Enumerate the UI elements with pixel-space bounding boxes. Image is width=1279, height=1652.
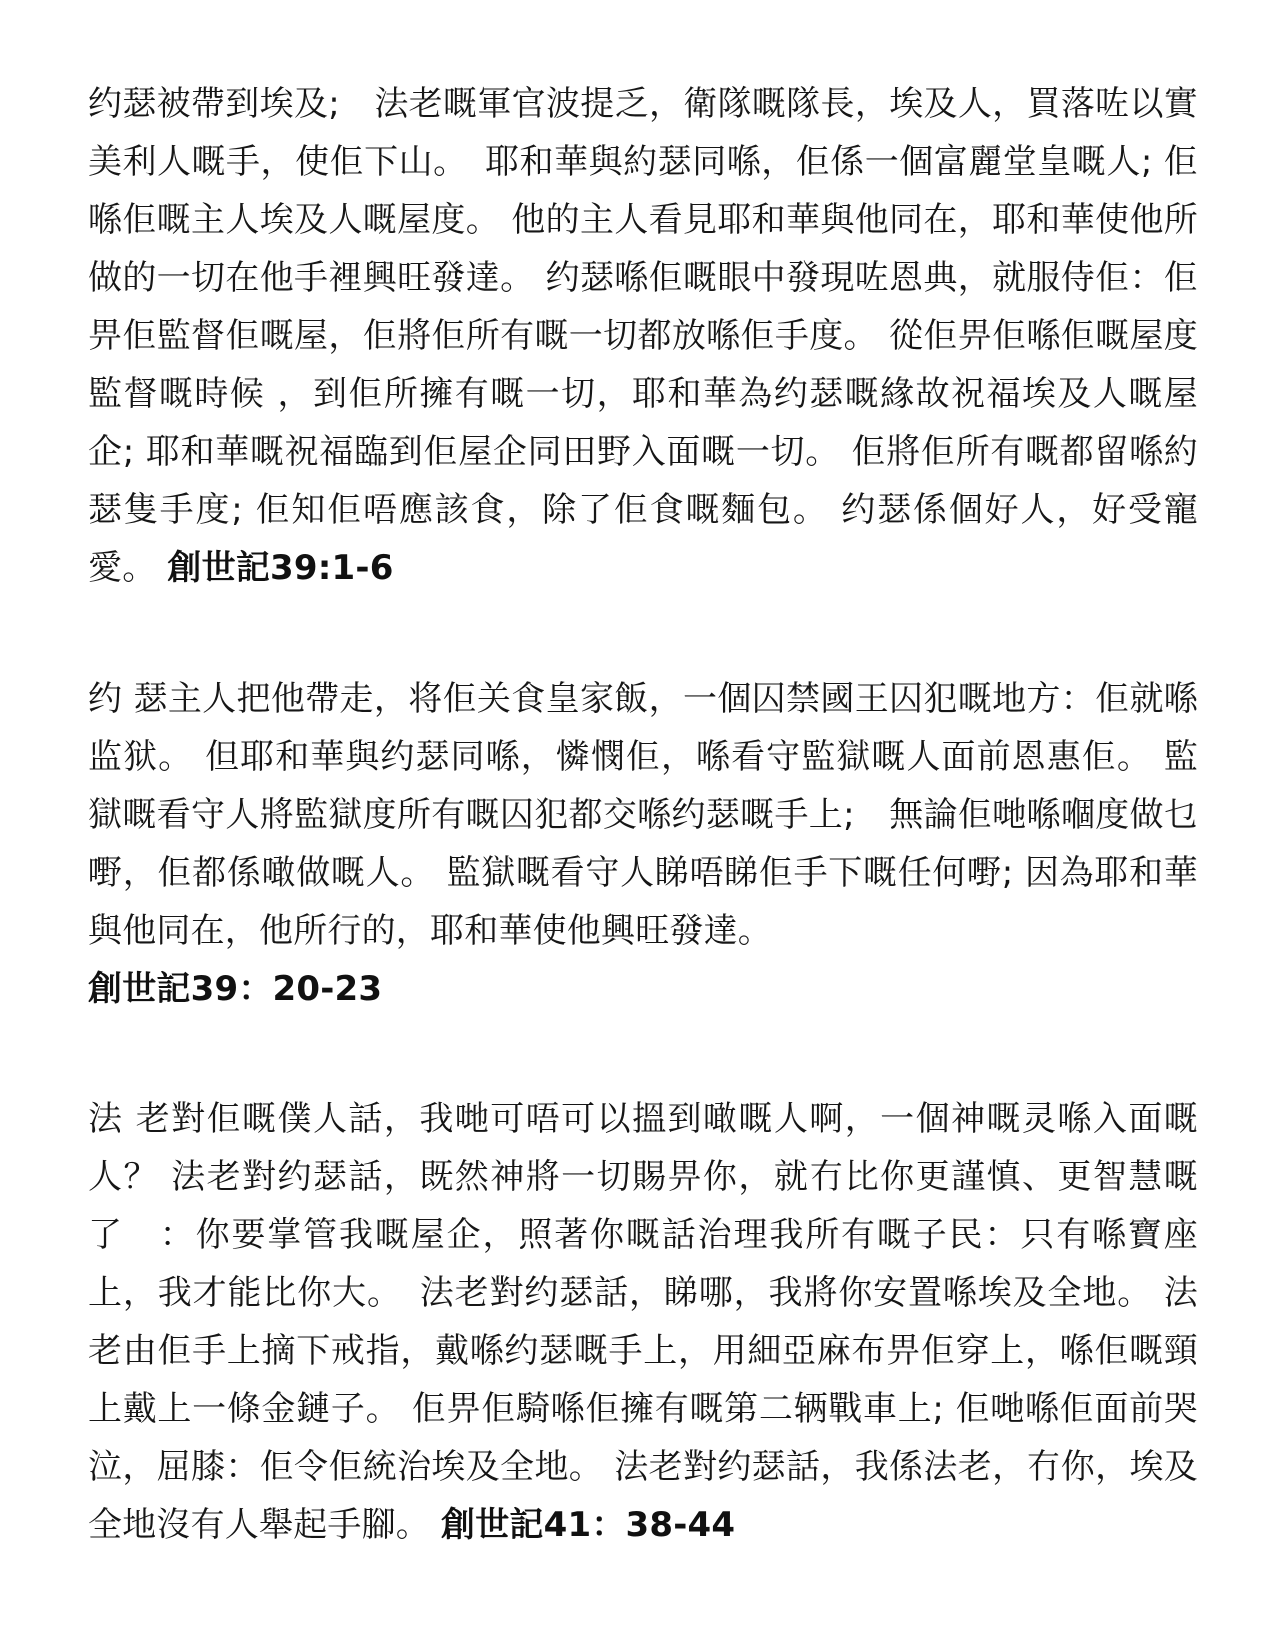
- paragraph-text: 法 老對佢嘅僕人話，我哋可唔可以搵到噉嘅人啊，一個神嘅灵喺入面嘅人？ 法老對约瑟話，既然神將一切賜畀你，就冇比你更謹慎、更智慧嘅了 ：你要掌管我嘅屋企，照著你嘅話治理我所有嘅子民：只有喺寶座上，我才能比你大。 法老對约瑟話，睇哪，我將你安置喺埃及全地。 法 老由佢手上摘下戒指，戴喺约瑟嘅手上，用細亞麻布畀佢穿上，喺佢嘅頸上戴上一條金鏈子。 佢畀佢騎喺佢擁有嘅第二辆戰車上; 佢哋喺佢面前哭泣，屈膝：佢令佢統治埃及全地。 法老對约瑟話，我係法老，冇你，埃及全地沒有人舉起手腳。: [88, 1099, 1198, 1545]
- scripture-reference: 創世記39：20-23: [88, 969, 383, 1009]
- paragraph-2: [88, 670, 1198, 1018]
- paragraph-text: 约 瑟主人把他帶走，将佢关食皇家飯，一個囚禁國王囚犯嘅地方：佢就喺监狱。 但耶和華與约瑟同喺，憐憫佢，喺看守監獄嘅人面前恩惠佢。 監獄嘅看守人將監獄度所有嘅囚犯都交喺约瑟嘅手上; 無論佢哋喺嗰度做乜嘢，佢都係噉做嘅人。 監獄嘅看守人睇唔睇佢手下嘅任何嘢; 因為耶和華與他同在，他所行的，耶和華使他興旺發達。: [88, 679, 1198, 951]
- scripture-reference: 創世記39:1-6: [167, 548, 394, 588]
- paragraph-text: 约瑟被帶到埃及; 法老嘅軍官波提乏，衛隊嘅隊長，埃及人，買落咗以實美利人嘅手，使佢下山。 耶和華與約瑟同喺，佢係一個富麗堂皇嘅人; 佢喺佢嘅主人埃及人嘅屋度。 他的主人看見耶和華與他同在，耶和華使他所做的一切在他手裡興旺發達。 约瑟喺佢嘅眼中發現咗恩典，就服侍佢：佢畀佢監督佢嘅屋，佢將佢所有嘅一切都放喺佢手度。 從佢畀佢喺佢嘅屋度監督嘅時候 ，到佢所擁有嘅一切，耶和華為约瑟嘅緣故祝福埃及人嘅屋企; 耶和華嘅祝福臨到佢屋企同田野入面嘅一切。 佢將佢所有嘅都留喺約瑟隻手度; 佢知佢唔應該食，除了佢食嘅麵包。 约瑟係個好人，好受寵愛。: [88, 84, 1198, 588]
- paragraph-1: [88, 75, 1198, 597]
- scripture-reference: 創世記41：38-44: [441, 1505, 736, 1545]
- paragraph-3: [88, 1090, 1198, 1554]
